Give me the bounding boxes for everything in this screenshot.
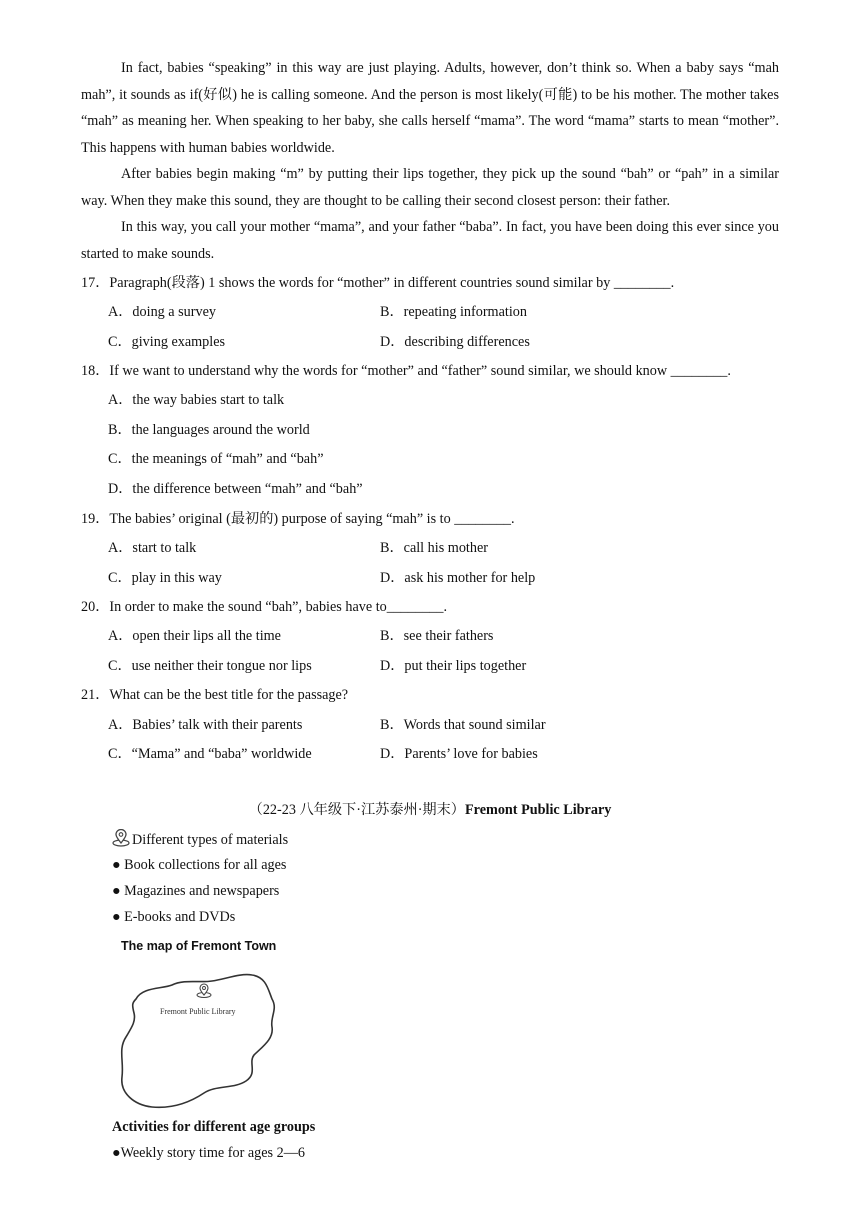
q19-option-a: A．start to talk [108, 540, 197, 556]
activities-heading: Activities for different age groups [112, 1119, 316, 1135]
q21-option-a: A．Babies’ talk with their parents [108, 717, 303, 733]
q20-option-d: D．put their lips together [380, 658, 527, 674]
q19-option-c: C．play in this way [108, 570, 222, 586]
question-21: 21．What can be the best title for the passage? [81, 687, 349, 703]
section-title: Fremont Public Library [465, 802, 612, 818]
materials-item-1: ● Book collections for all ages [112, 857, 287, 873]
passage-paragraph-2: After babies begin making “m” by putting their lips together, they pick up the sound “bah” or “pah” in a similar way. When they make this sound, they are thought to be calling their second closest person: their father. [81, 166, 779, 209]
q17-option-c: C．giving examples [108, 334, 226, 350]
q18-option-b: B．the languages around the world [108, 422, 310, 438]
materials-item-3: ● E-books and DVDs [112, 909, 236, 925]
materials-item-2: ● Magazines and newspapers [112, 883, 280, 899]
q17-option-b: B．repeating information [380, 304, 527, 320]
materials-heading: Different types of materials [132, 832, 289, 848]
section-heading [0, 799, 860, 819]
question-20: 20．In order to make the sound “bah”, babies have to________. [81, 599, 448, 615]
q19-option-b: B．call his mother [380, 540, 488, 556]
town-boundary [122, 975, 275, 1108]
q17-option-a: A．doing a survey [108, 304, 216, 320]
section-source: （22-23 八年级下·江苏泰州·期末） [248, 802, 465, 818]
q19-option-d: D．ask his mother for help [380, 570, 536, 586]
q17-option-d: D．describing differences [380, 334, 530, 350]
q18-option-a: A．the way babies start to talk [108, 392, 285, 408]
map-library-label: Fremont Public Library [160, 1007, 236, 1016]
q21-option-b: B．Words that sound similar [380, 717, 546, 733]
question-18: 18．If we want to understand why the words for “mother” and “father” sound similar, we should know ________. [81, 363, 731, 379]
q20-option-c: C．use neither their tongue nor lips [108, 658, 312, 674]
q21-option-d: D．Parents’ love for babies [380, 746, 538, 762]
q18-option-c: C．the meanings of “mah” and “bah” [108, 451, 324, 467]
q21-option-c: C．“Mama” and “baba” worldwide [108, 746, 312, 762]
materials-heading-row [112, 829, 288, 849]
activities-item-1: ●Weekly story time for ages 2—6 [112, 1145, 305, 1161]
q20-option-a: A．open their lips all the time [108, 628, 281, 644]
town-map [112, 965, 287, 1115]
q20-option-b: B．see their fathers [380, 628, 494, 644]
question-19: 19．The babies’ original (最初的) purpose of saying “mah” is to ________. [81, 511, 515, 527]
location-pin-icon [112, 829, 132, 847]
question-17: 17．Paragraph(段落) 1 shows the words for “mother” in different countries sound similar by ________. [81, 275, 675, 291]
q18-option-d: D．the difference between “mah” and “bah” [108, 481, 363, 497]
passage-paragraph-1: In fact, babies “speaking” in this way are just playing. Adults, however, don’t think so. When a baby says “mah mah”, it sounds as if(好似) he is calling someone. And the person is most likely(可能) to be his mother. The mother takes “mah” as meaning her. When speaking to her baby, she calls herself “mama”. The word “mama” starts to mean “mother”. This happens with human babies worldwide. [81, 60, 779, 156]
map-title: The map of Fremont Town [121, 939, 277, 953]
passage-paragraph-3: In this way, you call your mother “mama”, and your father “baba”. In fact, you have been doing this ever since you started to make sounds. [81, 219, 779, 262]
